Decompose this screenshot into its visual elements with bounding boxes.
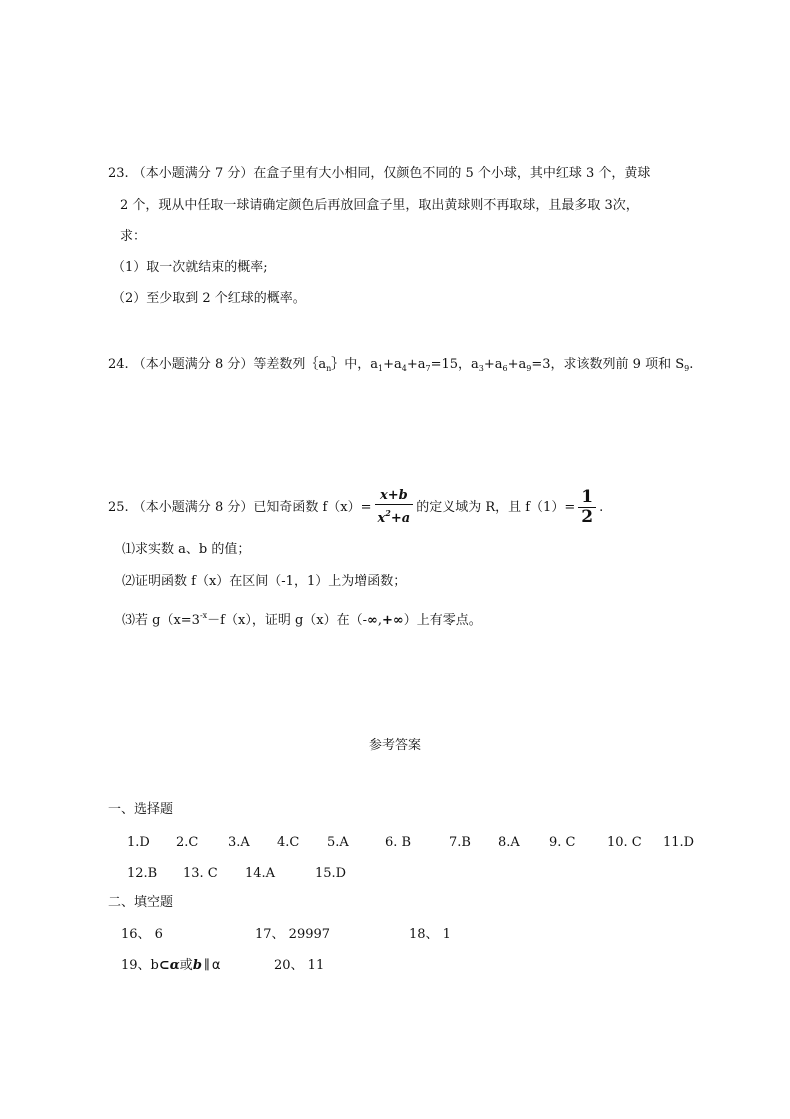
answer-item: 15.D (315, 866, 347, 881)
q25-part2: ⑵证明函数 f（x）在区间（-1，1）上为增函数； (122, 574, 407, 589)
answer-item: 3.A (228, 835, 250, 850)
q25-part3: ⑶若 $g(x=3^{-x}-f(x)$，证明 g（x）在（-∞,+∞）上有零点。 (122, 611, 482, 628)
section-choice: 一、选择题 (108, 802, 174, 817)
q24-line: 24. （本小题满分 8 分）等差数列$\{a_n\}$中，$a_1+a_4+a_7=15$，$a_3+a_6+a_9=3$，求该数列前 9 项和 $S_9$. (108, 357, 694, 373)
fill-answer: 16、 6 (121, 927, 163, 942)
q23-part1: （1）取一次就结束的概率; (112, 260, 268, 275)
fill-answer: 18、 1 (409, 927, 451, 942)
answer-item: 6. B (385, 835, 412, 850)
q25-part1: ⑴求实数 a、b 的值； (122, 542, 251, 557)
fraction-f: $\frac{x+b}{x^2+a}$ (375, 488, 414, 527)
answer-item: 4.C (277, 835, 300, 850)
answer-item: 2.C (176, 835, 199, 850)
answer-item: 1.D (127, 835, 150, 850)
q25-line: 25. （本小题满分 8 分）已知奇函数 f（x）= $\frac{x+b}{x^2+a}$ 的定义域为 R，且 f（1）= $\frac{1}{2}$ . (108, 487, 604, 527)
q23-line3: 求： (120, 229, 147, 244)
answer-item: 7.B (449, 835, 471, 850)
answer-item: 5.A (327, 835, 349, 850)
answer-item: 12.B (127, 866, 158, 881)
fill-answer: 17、 29997 (255, 927, 331, 942)
answer-item: 10. C (607, 835, 642, 850)
q23-part2: （2）至少取到 2 个红球的概率。 (112, 291, 306, 306)
fill-answer-20: 20、 11 (274, 958, 325, 973)
answers-title: 参考答案 (368, 738, 421, 753)
answer-item: 14.A (245, 866, 276, 881)
answer-item: 13. C (183, 866, 218, 881)
fraction-half: $\frac{1}{2}$ (578, 488, 596, 527)
q23-line2: 2 个，现从中任取一球请确定颜色后再放回盒子里，取出黄球则不再取球，且最多取 3次， (120, 198, 639, 213)
answer-item: 9. C (549, 835, 576, 850)
answer-item: 8.A (498, 835, 520, 850)
q23-line1: 23. （本小题满分 7 分）在盒子里有大小相同，仅颜色不同的 5 个小球，其中红球 3 个，黄球 (108, 166, 651, 181)
section-fill: 二、填空题 (108, 895, 174, 910)
fill-answer-19: 19、b⊂α或b ∥ α (121, 958, 221, 973)
answer-item: 11.D (663, 835, 695, 850)
